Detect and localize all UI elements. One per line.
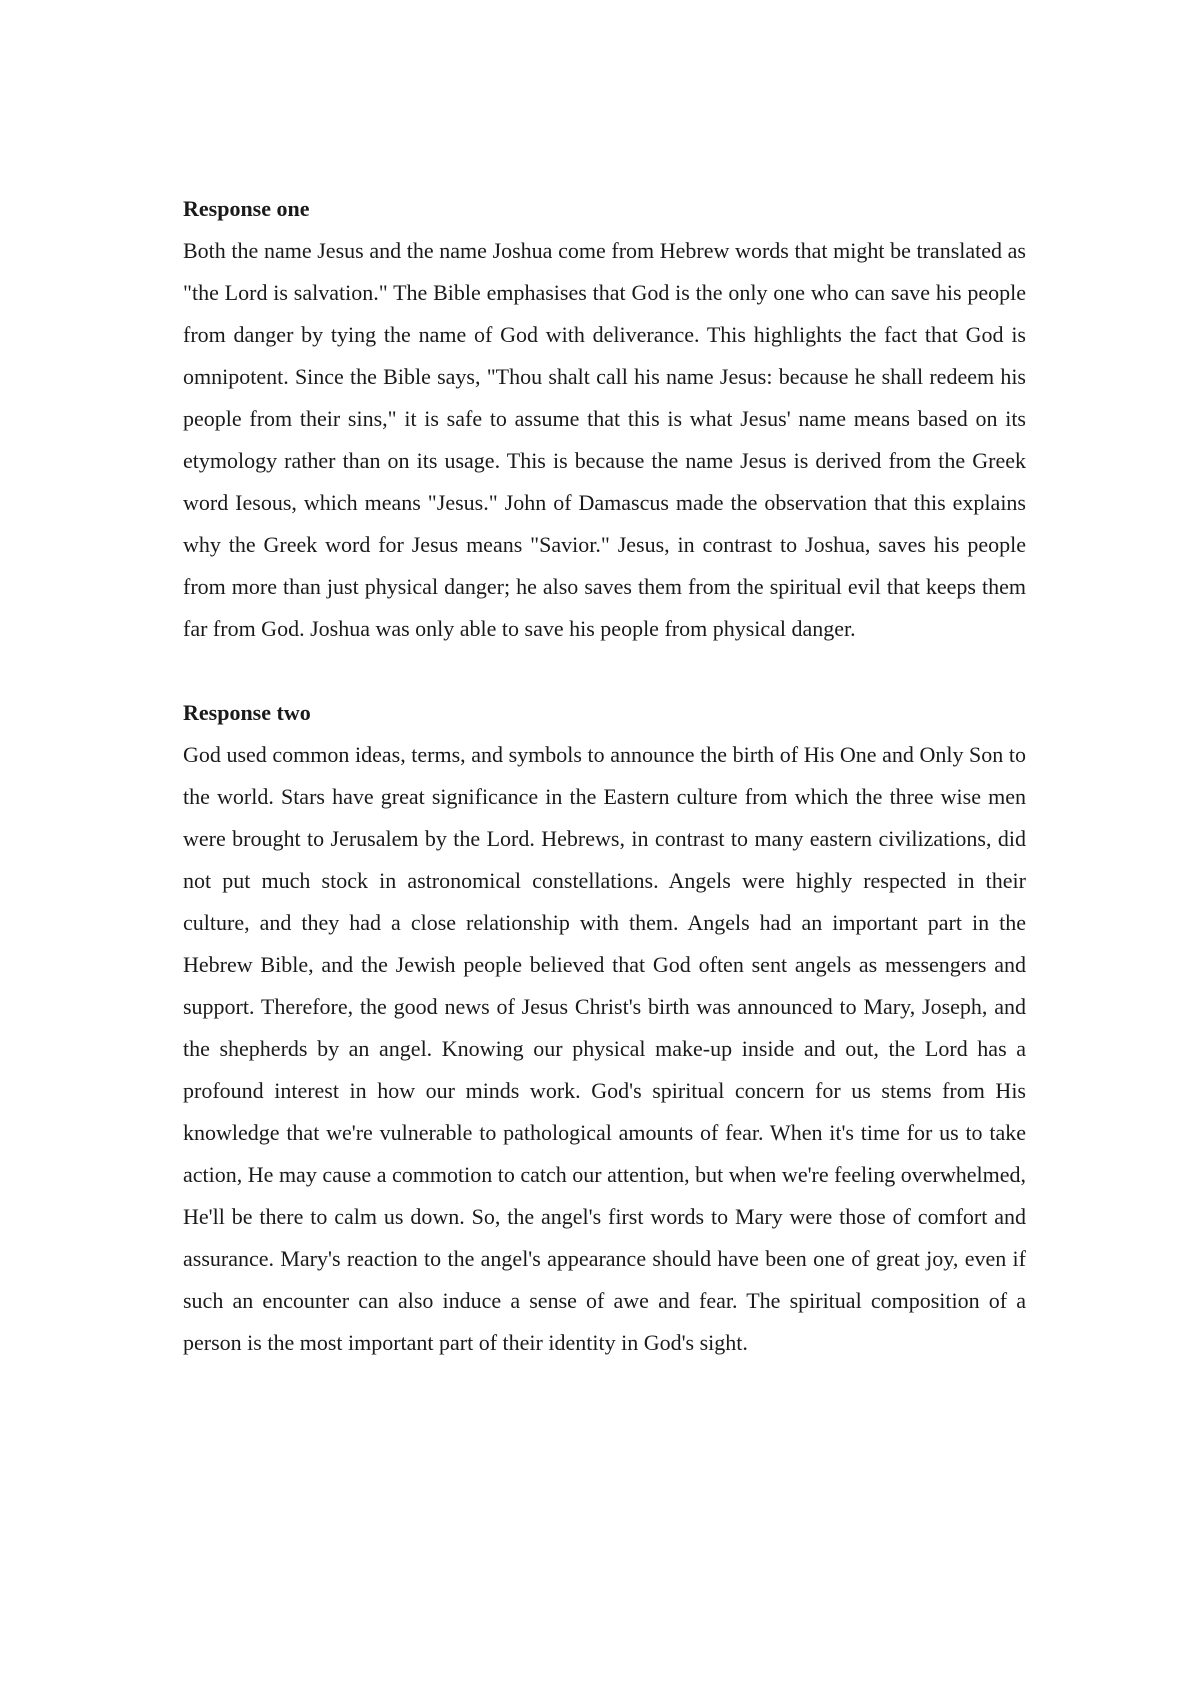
document-content — [183, 188, 1026, 1364]
response-two-heading: Response two — [183, 700, 311, 725]
response-two-paragraph: God used common ideas, terms, and symbols to announce the birth of His One and Only Son to the world. Stars have great significance in the Eastern culture from which the three wise men were brought to Jerusalem by the Lord. Hebrews, in contrast to many eastern civilizations, did not put much stock in astronomical constellations. Angels were highly respected in their culture, and they had a close relationship with them. Angels had an important part in the Hebrew Bible, and the Jewish people believed that God often sent angels as messengers and support. Therefore, the good news of Jesus Christ's birth was announced to Mary, Joseph, and the shepherds by an angel. Knowing our physical make-up inside and out, the Lord has a profound interest in how our minds work. God's spiritual concern for us stems from His knowledge that we're vulnerable to pathological amounts of fear. When it's time for us to take action, He may cause a commotion to catch our attention, but when we're feeling overwhelmed, He'll be there to calm us down. So, the angel's first words to Mary were those of comfort and assurance. Mary's reaction to the angel's appearance should have been one of great joy, even if such an encounter can also induce a sense of awe and fear. The spiritual composition of a person is the most important part of their identity in God's sight. — [183, 742, 1026, 1355]
response-two-section — [183, 692, 1026, 1364]
response-one-heading: Response one — [183, 196, 310, 221]
response-one-paragraph: Both the name Jesus and the name Joshua come from Hebrew words that might be translated as "the Lord is salvation." The Bible emphasises that God is the only one who can save his people from danger by tying the name of God with deliverance. This highlights the fact that God is omnipotent. Since the Bible says, "Thou shalt call his name Jesus: because he shall redeem his people from their sins," it is safe to assume that this is what Jesus' name means based on its etymology rather than on its usage. This is because the name Jesus is derived from the Greek word Iesous, which means "Jesus." John of Damascus made the observation that this explains why the Greek word for Jesus means "Savior." Jesus, in contrast to Joshua, saves his people from more than just physical danger; he also saves them from the spiritual evil that keeps them far from God. Joshua was only able to save his people from physical danger. — [183, 238, 1026, 641]
response-one-section — [183, 188, 1026, 650]
